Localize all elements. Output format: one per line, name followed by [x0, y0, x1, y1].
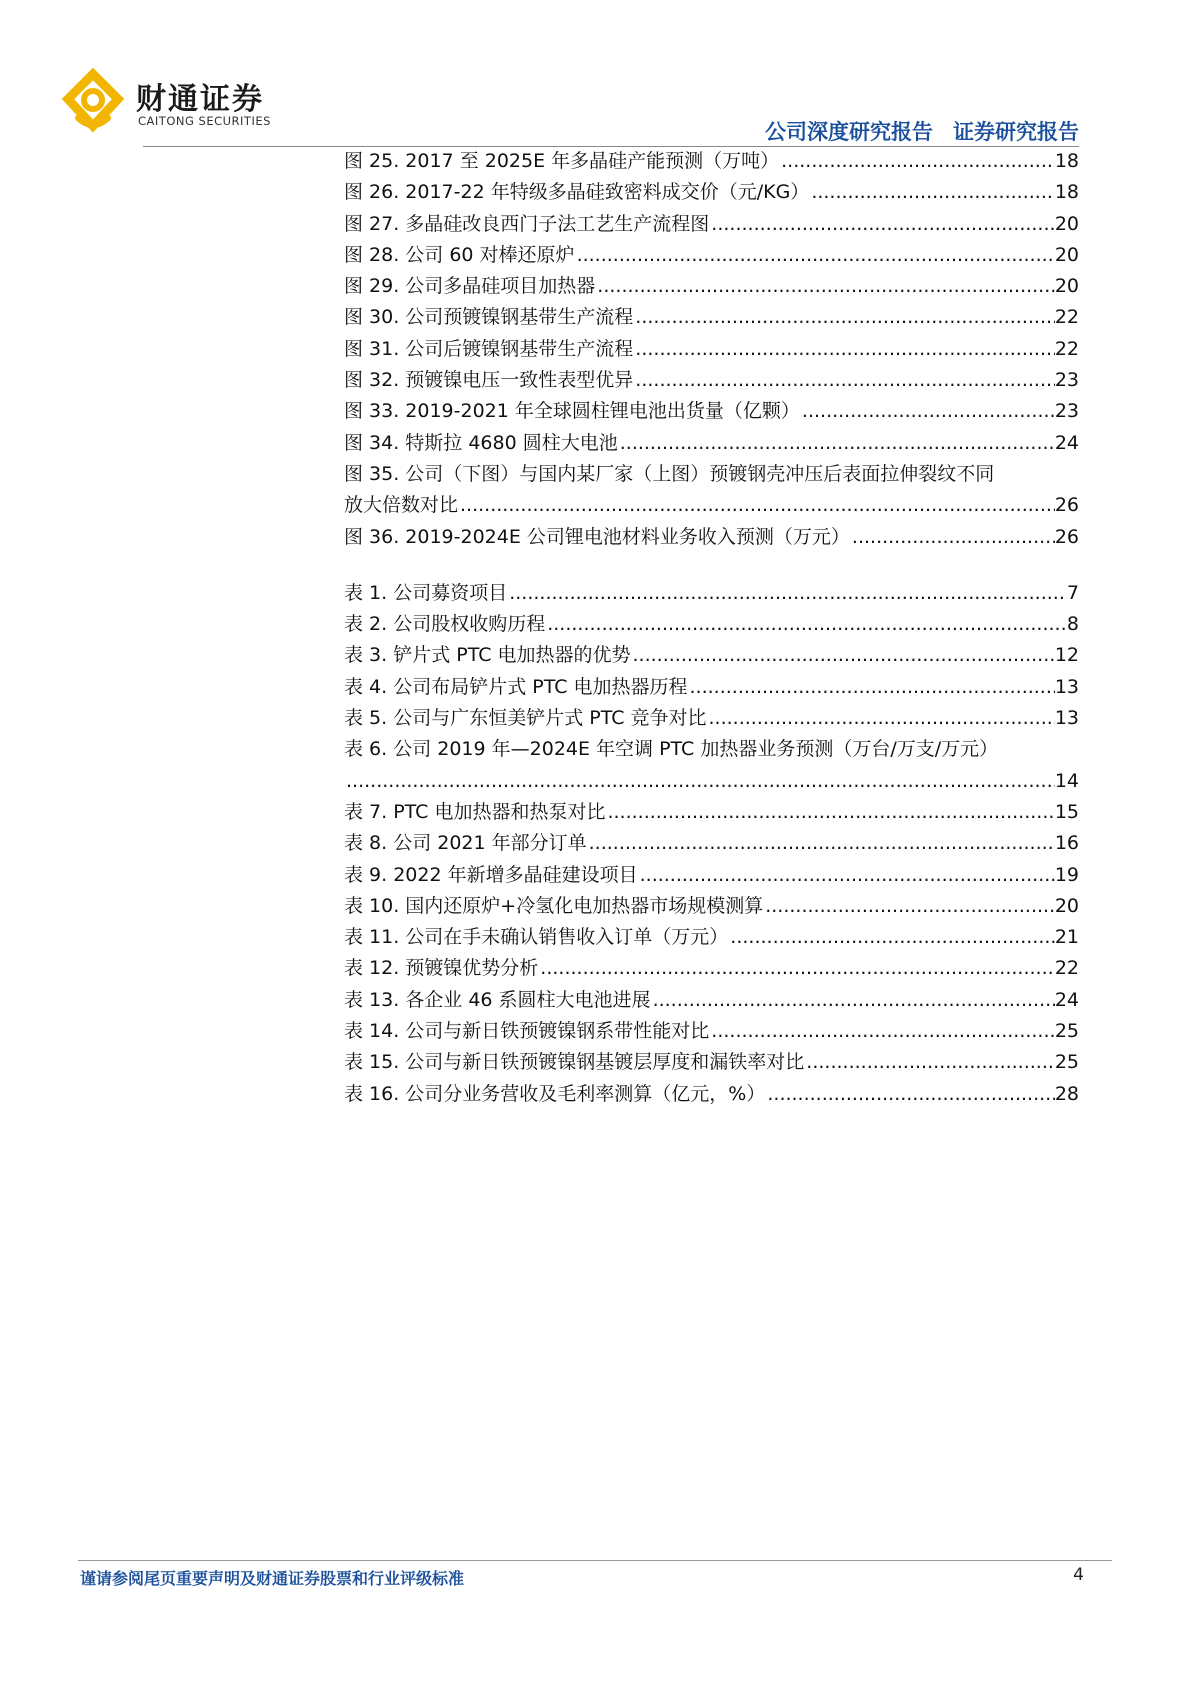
toc-entry-figure-35-line2[interactable]: 放大倍数对比 ..... 26 — [344, 490, 1079, 521]
table-of-contents — [344, 146, 1079, 1110]
toc-entry-figure-25[interactable]: 图 25. 2017 至 2025E 年多晶硅产能预测（万吨） ..... 18 — [344, 146, 1079, 177]
toc-entry-table-7[interactable]: 表 7. PTC 电加热器和热泵对比 ..... 15 — [344, 797, 1079, 828]
toc-entry-table-5[interactable]: 表 5. 公司与广东恒美铲片式 PTC 竞争对比 ..... 13 — [344, 703, 1079, 734]
logo-chinese-name: 财通证券 — [136, 82, 264, 117]
toc-entry-figure-34[interactable]: 图 34. 特斯拉 4680 圆柱大电池 ..... 24 — [344, 428, 1079, 459]
toc-entry-table-8[interactable]: 表 8. 公司 2021 年部分订单 ..... 16 — [344, 828, 1079, 859]
toc-entry-table-9[interactable]: 表 9. 2022 年新增多晶硅建设项目 ..... 19 — [344, 860, 1079, 891]
toc-entry-table-3[interactable]: 表 3. 铲片式 PTC 电加热器的优势 ..... 12 — [344, 640, 1079, 671]
report-header — [765, 116, 1079, 146]
footer-disclaimer: 谨请参阅尾页重要声明及财通证券股票和行业评级标准 — [80, 1569, 465, 1588]
company-logo — [60, 68, 320, 138]
report-type: 公司深度研究报告 — [765, 120, 933, 144]
section-gap — [344, 553, 1079, 578]
page-number: 4 — [1073, 1565, 1084, 1585]
logo-english-name: CAITONG SECURITIES — [138, 114, 271, 128]
toc-entry-figure-32[interactable]: 图 32. 预镀镍电压一致性表型优异 ..... 23 — [344, 365, 1079, 396]
toc-entry-figure-26[interactable]: 图 26. 2017-22 年特级多晶硅致密料成交价（元/KG） ..... 18 — [344, 177, 1079, 208]
toc-entry-table-11[interactable]: 表 11. 公司在手未确认销售收入订单（万元） ..... 21 — [344, 922, 1079, 953]
toc-entry-table-13[interactable]: 表 13. 各企业 46 系圆柱大电池进展 ..... 24 — [344, 985, 1079, 1016]
toc-entry-table-4[interactable]: 表 4. 公司布局铲片式 PTC 电加热器历程 ..... 13 — [344, 672, 1079, 703]
toc-entry-table-1[interactable]: 表 1. 公司募资项目 ..... 7 — [344, 578, 1079, 609]
toc-entry-figure-27[interactable]: 图 27. 多晶硅改良西门子法工艺生产流程图 ..... 20 — [344, 209, 1079, 240]
report-category: 证券研究报告 — [953, 120, 1079, 144]
toc-entry-figure-29[interactable]: 图 29. 公司多晶硅项目加热器 ..... 20 — [344, 271, 1079, 302]
toc-entry-table-15[interactable]: 表 15. 公司与新日铁预镀镍钢基镀层厚度和漏铁率对比 ..... 25 — [344, 1047, 1079, 1078]
toc-entry-figure-33[interactable]: 图 33. 2019-2021 年全球圆柱锂电池出货量（亿颗） ..... 23 — [344, 396, 1079, 427]
toc-entry-figure-30[interactable]: 图 30. 公司预镀镍钢基带生产流程 ..... 22 — [344, 302, 1079, 333]
toc-entry-table-16[interactable]: 表 16. 公司分业务营收及毛利率测算（亿元，%） ..... 28 — [344, 1079, 1079, 1110]
toc-entry-table-12[interactable]: 表 12. 预镀镍优势分析 ..... 22 — [344, 953, 1079, 984]
toc-entry-table-6-line2[interactable]: ..... 14 — [344, 766, 1079, 797]
toc-entry-figure-28[interactable]: 图 28. 公司 60 对棒还原炉 ..... 20 — [344, 240, 1079, 271]
caitong-logo-icon — [60, 68, 126, 134]
toc-entry-table-2[interactable]: 表 2. 公司股权收购历程 ..... 8 — [344, 609, 1079, 640]
footer-divider — [78, 1560, 1112, 1561]
toc-entry-table-10[interactable]: 表 10. 国内还原炉+冷氢化电加热器市场规模测算 ..... 20 — [344, 891, 1079, 922]
toc-entry-figure-36[interactable]: 图 36. 2019-2024E 公司锂电池材料业务收入预测（万元） ..... 26 — [344, 522, 1079, 553]
toc-entry-table-6-line1[interactable]: 表 6. 公司 2019 年—2024E 年空调 PTC 加热器业务预测（万台/万支/万元） — [344, 738, 999, 761]
toc-entry-figure-35-line1[interactable]: 图 35. 公司（下图）与国内某厂家（上图）预镀钢壳冲压后表面拉伸裂纹不同 — [344, 462, 995, 485]
toc-entry-table-14[interactable]: 表 14. 公司与新日铁预镀镍钢系带性能对比 ..... 25 — [344, 1016, 1079, 1047]
toc-entry-figure-31[interactable]: 图 31. 公司后镀镍钢基带生产流程 ..... 22 — [344, 334, 1079, 365]
